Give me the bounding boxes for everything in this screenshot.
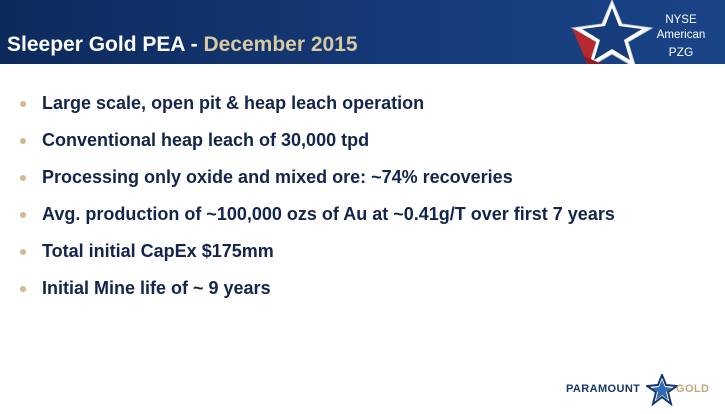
bullet-dot (20, 286, 26, 292)
title-date: December 2015 (203, 33, 358, 56)
title-bar (0, 0, 725, 64)
bullet-item (16, 90, 706, 117)
slide-title (7, 33, 358, 57)
logo-text-gold: GOLD (676, 383, 710, 395)
bullet-text: Conventional heap leach of 30,000 tpd (42, 130, 370, 150)
bullet-text: Processing only oxide and mixed ore: ~74% recoveries (42, 167, 513, 187)
title-main: Sleeper Gold PEA (7, 33, 185, 56)
paramount-gold-logo (566, 374, 716, 408)
bullet-item (16, 275, 706, 302)
bullet-dot (20, 138, 26, 144)
bullet-dot (20, 212, 26, 218)
bullet-dot (20, 175, 26, 181)
logo-text-paramount: PARAMOUNT (566, 383, 641, 395)
bullet-text: Total initial CapEx $175mm (42, 241, 274, 261)
bullet-text: Initial Mine life of ~ 9 years (42, 278, 271, 298)
bullet-item (16, 164, 706, 191)
bullet-item (16, 238, 706, 265)
ticker-badge (651, 13, 711, 60)
ticker-symbol: PZG (668, 45, 694, 59)
bullet-list (16, 90, 706, 312)
exchange-line2: American (656, 29, 706, 41)
bullet-text: Large scale, open pit & heap leach operation (42, 93, 425, 113)
bullet-item (16, 127, 706, 154)
bullet-dot (20, 101, 26, 107)
bullet-text: Avg. production of ~100,000 ozs of Au at ~0.41g/T over first 7 years (42, 204, 615, 224)
exchange-line1: NYSE (665, 14, 697, 26)
star-icon (646, 374, 678, 406)
title-separator: - (184, 33, 204, 56)
bullet-item (16, 201, 706, 228)
star-logo-icon (566, 0, 658, 64)
bullet-dot (20, 249, 26, 255)
